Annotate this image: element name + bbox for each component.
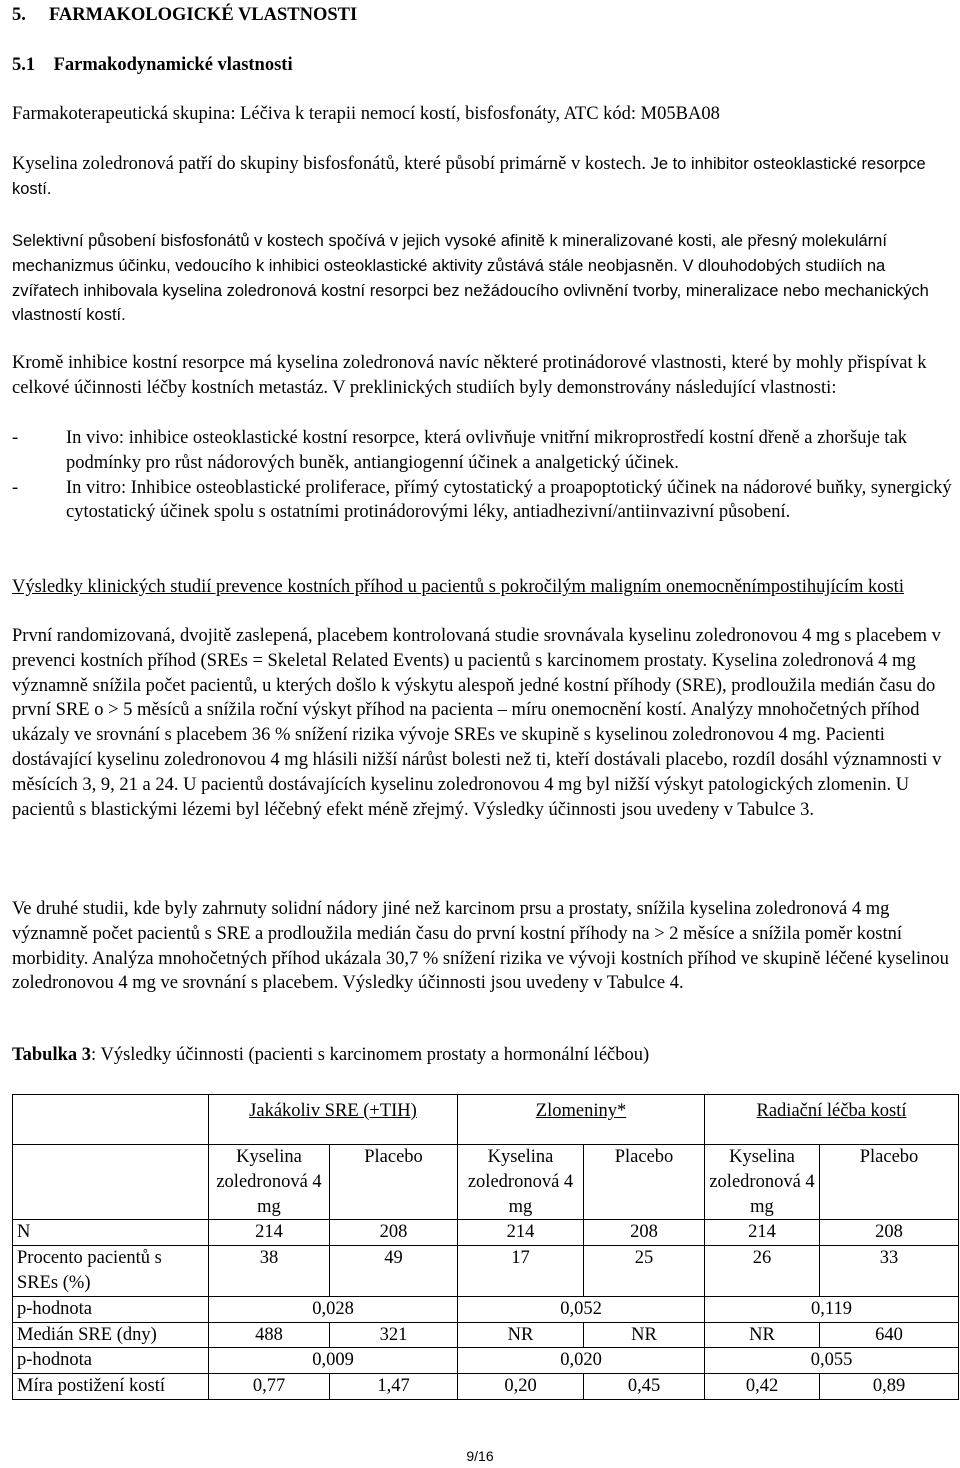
- table-cell: 0,89: [820, 1374, 959, 1400]
- antitumor-paragraph: Kromě inhibice kostní resorpce má kyselina zoledronová navíc některé protinádorové vlastnosti, které by mohly přispívat k celkové účinnosti léčby kostních metastáz. V preklinických studiích byly demonstrovány následující vlastnosti:: [12, 353, 927, 398]
- table-cell: 0,052: [458, 1296, 705, 1322]
- intro-text-cont: Je to inhibitor osteoklastické resorpce kostí.: [12, 155, 926, 198]
- row-label: N: [13, 1220, 209, 1246]
- table-cell: 25: [584, 1246, 705, 1297]
- table-cell: 0,119: [705, 1296, 959, 1322]
- table-group-header: Radiační léčba kostí: [705, 1095, 959, 1145]
- table-group-header: Zlomeniny*: [458, 1095, 705, 1145]
- table-cell: NR: [705, 1322, 820, 1348]
- table-cell: 0,42: [705, 1374, 820, 1400]
- table-subheader-row: [13, 1145, 959, 1220]
- table-cell: 321: [330, 1322, 458, 1348]
- list-item-text: In vivo: inhibice osteoklastické kostní resorpce, která ovlivňuje vnitřní mikroprostředí kostní dřeně a zhoršuje tak podmínky pro růst nádorových buněk, antiangiogenní účinek a analgetický účinek.: [66, 428, 908, 473]
- results-heading: Výsledky klinických studií prevence kostních příhod u pacientů s pokročilým maligním onemocněnímpostihujícím kosti: [12, 577, 904, 597]
- table-row: [13, 1348, 959, 1374]
- row-label: Procento pacientů s SREs (%): [13, 1246, 209, 1297]
- table-cell: 208: [820, 1220, 959, 1246]
- table-cell: 214: [458, 1220, 584, 1246]
- table-subheader: Kyselina zoledronová 4 mg: [209, 1145, 330, 1220]
- table-3: [12, 1094, 959, 1400]
- row-label: p-hodnota: [13, 1296, 209, 1322]
- table-3-label: Tabulka 3: [12, 1045, 92, 1065]
- table-row: [13, 1220, 959, 1246]
- list-item: - In vitro: Inhibice osteoblastické proliferace, přímý cytostatický a proapoptotický účinek na nádorové buňky, synergický cytostatický účinek spolu s ostatními protinádorovými léky, antiadhezivní/antiinvazivní působení.: [12, 476, 952, 526]
- table-cell: 0,020: [458, 1348, 705, 1374]
- table-cell: 49: [330, 1246, 458, 1297]
- row-label: Medián SRE (dny): [13, 1322, 209, 1348]
- table-subheader: Placebo: [820, 1145, 959, 1220]
- table-3-caption: [12, 1043, 649, 1068]
- table-cell: 33: [820, 1246, 959, 1297]
- table-cell: 214: [209, 1220, 330, 1246]
- table-row: [13, 1322, 959, 1348]
- table-cell: 0,45: [584, 1374, 705, 1400]
- intro-text: Kyselina zoledronová patří do skupiny bisfosfonátů, které působí primárně v kostech.: [12, 154, 646, 174]
- table-3-title: : Výsledky účinnosti (pacienti s karcinomem prostaty a hormonální léčbou): [91, 1045, 650, 1065]
- selective-action-paragraph: [12, 229, 952, 328]
- table-cell: 0,20: [458, 1374, 584, 1400]
- table-cell: 26: [705, 1246, 820, 1297]
- selective-text: Selektivní působení bisfosfonátů v kostech spočívá v jejich vysoké afinitě k mineralizované kosti, ale přesný molekulární mechanizmus účinku, vedoucího k inhibici osteoklastické aktivity zůstává stále neobjasněn.: [12, 232, 887, 275]
- section-heading: 5. FARMAKOLOGICKÉ VLASTNOSTI: [12, 5, 358, 25]
- table-cell: 38: [209, 1246, 330, 1297]
- pharmacotherapeutic-group: Farmakoterapeutická skupina: Léčiva k terapii nemocí kostí, bisfosfonáty, ATC kód: M05BA08: [12, 104, 720, 124]
- table-cell: 0,055: [705, 1348, 959, 1374]
- subsection-heading: 5.1 Farmakodynamické vlastnosti: [12, 55, 293, 75]
- selective-text-cont: V dlouhodobých studiích na zvířatech inhibovala kyselina zoledronová kostní resorpci bez nežádoucího ovlivnění tvorby, mineralizace nebo mechanických vlastností kostí.: [12, 256, 929, 325]
- table-cell: 640: [820, 1322, 959, 1348]
- table-cell: 0,009: [209, 1348, 458, 1374]
- row-label: Míra postižení kostí: [13, 1374, 209, 1400]
- list-item-text: In vitro: Inhibice osteoblastické proliferace, přímý cytostatický a proapoptotický účinek na nádorové buňky, synergický cytostatický účinek spolu s ostatními protinádorovými léky, antiadhezivní/antiinvazivní působení.: [66, 477, 952, 523]
- table-row: [13, 1296, 959, 1322]
- table-cell: 17: [458, 1246, 584, 1297]
- intro-paragraph: [12, 152, 952, 202]
- table-subheader: Placebo: [330, 1145, 458, 1220]
- table-subheader: Kyselina zoledronová 4 mg: [458, 1145, 584, 1220]
- page-number: 9/16: [466, 1448, 494, 1464]
- table-subheader: Kyselina zoledronová 4 mg: [705, 1145, 820, 1220]
- study-2-paragraph: Ve druhé studii, kde byly zahrnuty solidní nádory jiné než karcinom prsu a prostaty, snížila kyselina zoledronová 4 mg významně počet pacientů s SRE a prodloužila medián času do první kostní příhody na > 2 měsíce a snížila poměr kostní morbidity. Analýza mnohočetných příhod ukázala 30,7 % snížení rizika ve vývoji kostních příhod ve skupině léčené kyselinou zoledronovou 4 mg ve srovnání s placebem. Výsledky účinnosti jsou uvedeny v Tabulce 4.: [12, 899, 949, 994]
- table-cell: NR: [584, 1322, 705, 1348]
- table-cell: 488: [209, 1322, 330, 1348]
- table-row: [13, 1246, 959, 1297]
- table-cell: 208: [330, 1220, 458, 1246]
- study-1-paragraph: První randomizovaná, dvojitě zaslepená, placebem kontrolovaná studie srovnávala kyselinu zoledronovou 4 mg s placebem v prevenci kostních příhod (SREs = Skeletal Related Events) u pacientů s karcinomem prostaty. Kyselina zoledronová 4 mg významně snížila počet pacientů, u kterých došlo k výskytu alespoň jedné kostní příhody (SRE), prodloužila medián času do první SRE o > 5 měsíců a snížila roční výskyt příhod na pacienta – míru onemocnění kostí. Analýzy mnohočetných příhod ukázaly ve srovnání s placebem 36 % snížení rizika vývoje SREs ve skupině s kyselinou zoledronovou 4 mg. Pacienti dostávající kyselinu zoledronovou 4 mg hlásili nižší nárůst bolesti než ti, kteří dostávali placebo, rozdíl dosáhl významnosti v měsících 3, 9, 21 a 24. U pacientů dostávajících kyselinu zoledronovou 4 mg byl nižší výskyt patologických zlomenin. U pacientů s blastickými lézemi byl léčebný efekt méně zřejmý. Výsledky účinnosti jsou uvedeny v Tabulce 3.: [12, 626, 942, 820]
- table-group-header-row: [13, 1095, 959, 1145]
- table-cell: 0,77: [209, 1374, 330, 1400]
- table-row: [13, 1374, 959, 1400]
- table-subheader: Placebo: [584, 1145, 705, 1220]
- table-cell: 1,47: [330, 1374, 458, 1400]
- table-cell: 214: [705, 1220, 820, 1246]
- row-label: p-hodnota: [13, 1348, 209, 1374]
- table-cell: 208: [584, 1220, 705, 1246]
- list-item: - In vivo: inhibice osteoklastické kostní resorpce, která ovlivňuje vnitřní mikroprostředí kostní dřeně a zhoršuje tak podmínky pro růst nádorových buněk, antiangiogenní účinek a analgetický účinek.: [12, 426, 952, 476]
- preclinical-list: [12, 426, 952, 525]
- table-group-header: Jakákoliv SRE (+TIH): [209, 1095, 458, 1145]
- table-cell: NR: [458, 1322, 584, 1348]
- table-cell: 0,028: [209, 1296, 458, 1322]
